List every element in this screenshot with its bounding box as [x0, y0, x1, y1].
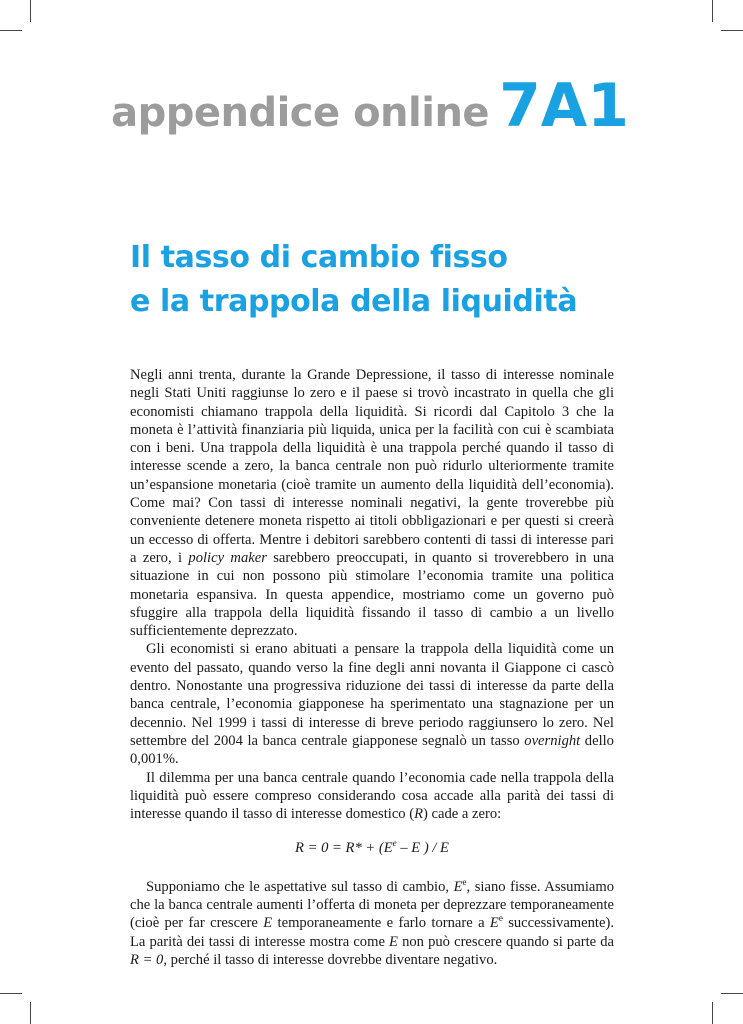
paragraph-4-var-2: E [263, 915, 273, 932]
paragraph-4-text-6: , perché il tasso di interesse dovrebbe diventare negativo. [163, 951, 498, 968]
paragraph-2-text-b: dello 0,001%. [130, 732, 614, 768]
page-title [130, 236, 577, 324]
paragraph-4 [130, 878, 614, 969]
crop-mark-top-left-horizontal [0, 30, 22, 31]
paragraph-4-sup-1: e [462, 876, 467, 887]
paragraph-2 [130, 640, 614, 768]
paragraph-1-emphasis: policy maker [188, 549, 267, 566]
appendix-label: appendice online [111, 90, 490, 136]
appendix-number: 7A1 [499, 71, 629, 141]
paragraph-4-sup-3: e [498, 913, 503, 924]
crop-mark-bottom-right-horizontal [721, 993, 743, 994]
paragraph-4-text-5: non può crescere quando si parte da [397, 933, 614, 950]
paragraph-1 [130, 366, 614, 640]
paragraph-4-text-3: temporaneamente e farlo tornare a [272, 915, 490, 932]
paragraph-4-var-1: E [453, 878, 463, 895]
paragraph-2-emphasis: overnight [524, 732, 581, 749]
formula-right: – E ) / E [396, 840, 449, 857]
body-text [130, 366, 614, 969]
paragraph-3-variable: R [414, 806, 424, 823]
paragraph-4-var-5: R = 0 [130, 951, 164, 968]
paragraph-3 [130, 769, 614, 824]
interest-parity-formula [130, 839, 614, 857]
crop-mark-top-left-vertical [30, 0, 31, 22]
title-line-1: Il tasso di cambio fisso [130, 240, 508, 275]
title-line-2: e la trappola della liquidità [130, 284, 578, 319]
paragraph-2-text-a: Gli economisti si erano abituati a pensare la trappola della liquidità come un evento del passato, quando verso la fine degli anni novanta il Giappone ci cascò dentro. Nonostante una progressiva riduzione dei tassi di interesse da parte della banca centrale, l’economia giapponese ha sperimentato una stagnazione per un decennio. Nel 1999 i tassi di interesse di breve periodo raggiunsero lo zero. Nel settembre del 2004 la banca centrale giapponese segnalò un tasso [130, 641, 614, 749]
paragraph-4-var-4: E [389, 933, 398, 950]
paragraph-4-text-4: successivamente). La parità dei tassi di interesse mostra come [130, 915, 614, 950]
paragraph-1-text-a: Negli anni trenta, durante la Grande Depressione, il tasso di interesse nominale negli Stati Uniti raggiunse lo zero e il paese si trovò incastrato in quella che gli economisti chiamano trappola della liquidità. Si ricordi dal Capitolo 3 che la moneta è l’attività finanziaria più liquida, unica per la facilità con cui è scambiata con i beni. Una trappola della liquidità è una trappola perché quando il tasso di interesse scende a zero, la banca centrale non può ridurlo ulteriormente tramite un’espansione monetaria (cioè tramite un aumento della liquidità dell’economia). Come mai? Con tassi di interesse nominali negativi, la gente troverebbe più conveniente detenere moneta rispetto ai titoli obbligazionari e per questi si creerà un eccesso di offerta. Mentre i debitori sarebbero contenti di tassi di interesse pari a zero, i [130, 367, 614, 566]
paragraph-4-text-2: , siano fisse. Assumiamo che la banca centrale aumenti l’offerta di moneta per deprezzare temporaneamente (cioè per far crescere [130, 878, 615, 932]
crop-mark-bottom-left-horizontal [0, 993, 22, 994]
crop-mark-top-right-horizontal [721, 30, 743, 31]
formula-left: R = 0 = R* + (E [295, 840, 393, 857]
crop-mark-bottom-right-vertical [712, 1002, 713, 1024]
paragraph-3-text-a: Il dilemma per una banca centrale quando l’economia cade nella trappola della liquidità può essere compreso considerando cosa accade alla parità dei tassi di interesse quando il tasso di interesse domestico ( [130, 769, 614, 823]
paragraph-4-var-3: E [489, 915, 499, 932]
appendix-header [111, 71, 629, 141]
crop-mark-bottom-left-vertical [30, 1002, 31, 1024]
crop-mark-top-right-vertical [712, 0, 713, 22]
formula-superscript: e [392, 838, 397, 849]
paragraph-1-text-b: sarebbero preoccupati, in quanto si troverebbero in una situazione in cui non possono più stimolare l’economia tramite una politica monetaria espansiva. In questa appendice, mostriamo come un governo può sfuggire alla trappola della liquidità fissando il tasso di cambio a un livello sufficientemente deprezzato. [130, 549, 615, 640]
paragraph-3-text-b: ) cade a zero: [423, 806, 502, 823]
paragraph-4-text-1: Supponiamo che le aspettative sul tasso di cambio, [146, 878, 454, 895]
